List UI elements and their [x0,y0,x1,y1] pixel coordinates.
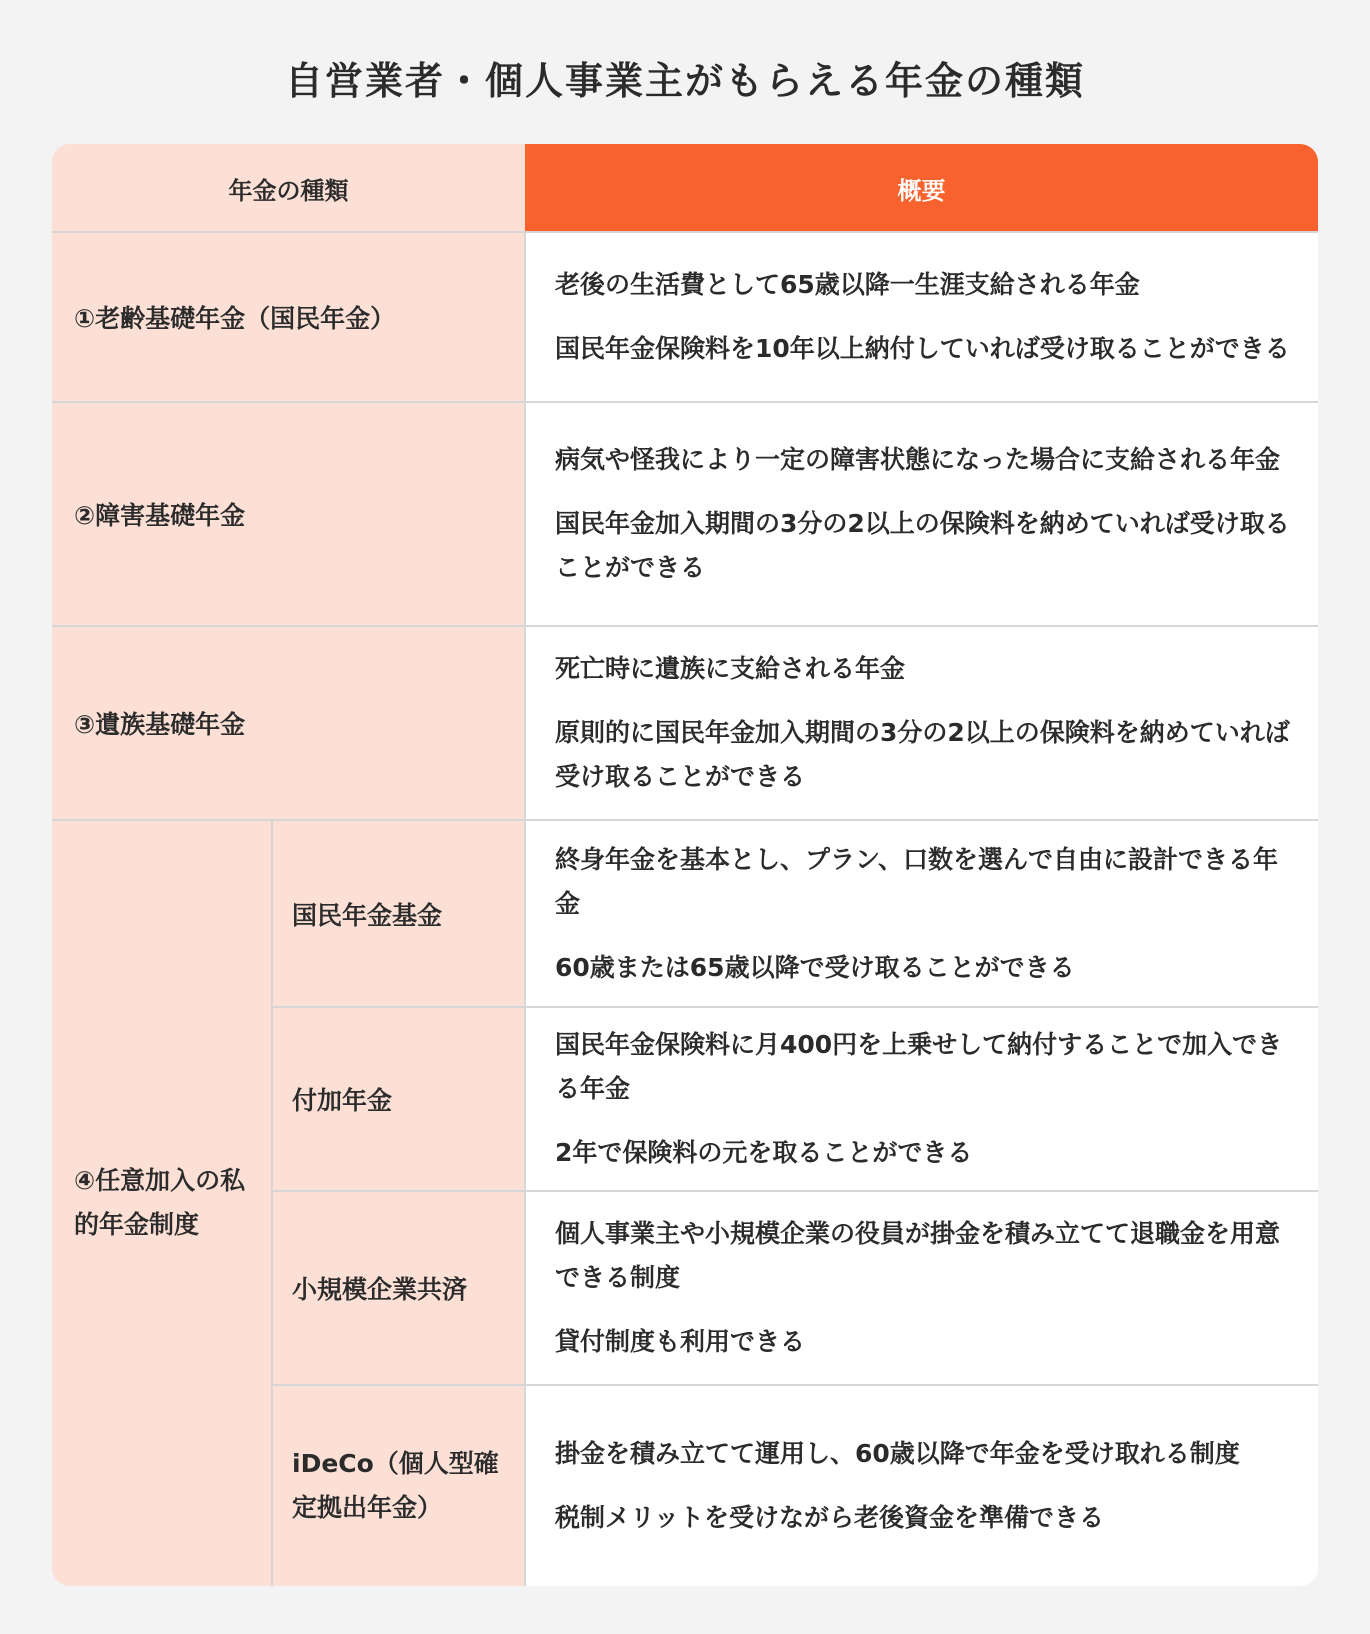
summary-line: 60歳または65歳以降で受け取ることができる [555,952,1075,982]
summary-line: 国民年金保険料に月400円を上乗せして納付することで加入できる年金 [555,1030,1283,1103]
divider [271,820,273,1586]
divider [52,819,1318,821]
summary-line: 税制メリットを受けながら老後資金を準備できる [555,1502,1105,1532]
summary-line: 死亡時に遺族に支給される年金 [555,654,906,683]
divider [52,625,1318,627]
row-type-small-business-mutual-aid: 小規模企業共済 [272,1191,525,1385]
row-type-ideco: iDeCo（個人型確定拠出年金） [272,1385,525,1586]
summary-line: 貸付制度も利用できる [555,1327,806,1356]
summary-line: 2年で保険料の元を取ることができる [555,1138,973,1167]
row-summary-additional-pension [525,1007,1318,1191]
row-type-disability: ②障害基礎年金 [52,402,525,626]
page-title: 自営業者・個人事業主がもらえる年金の種類 [284,59,1085,103]
header-type: 年金の種類 [52,144,525,232]
group-private-pension: ④任意加入の私的年金制度 [52,820,272,1586]
divider [272,1384,1318,1386]
summary-line: 個人事業主や小規模企業の役員が掛金を積み立てて退職金を用意できる制度 [555,1219,1281,1292]
row-summary-disability [525,402,1318,626]
header-summary: 概要 [525,144,1318,232]
summary-line: 原則的に国民年金加入期間の3分の2以上の保険料を納めていれば受け取ることができる [555,718,1290,791]
summary-line: 病気や怪我により一定の障害状態になった場合に支給される年金 [555,445,1281,474]
row-type-additional-pension: 付加年金 [272,1007,525,1191]
summary-line: 掛金を積み立てて運用し、60歳以降で年金を受け取れる制度 [555,1438,1240,1468]
pension-table [52,144,1318,1586]
row-type-old-age: ①老齢基礎年金（国民年金） [52,232,525,402]
row-summary-small-business-mutual-aid [525,1191,1318,1385]
summary-line: 終身年金を基本とし、プラン、口数を選んで自由に設計できる年金 [555,844,1279,918]
divider [52,231,1318,233]
row-summary-national-pension-fund [525,820,1318,1007]
divider [272,1190,1318,1192]
divider [524,232,526,1586]
divider [52,401,1318,403]
summary-line: 国民年金加入期間の3分の2以上の保険料を納めていれば受け取ることができる [555,509,1290,582]
row-type-survivor: ③遺族基礎年金 [52,626,525,820]
summary-line: 国民年金保険料を10年以上納付していれば受け取ることができる [555,334,1290,363]
row-summary-survivor [525,626,1318,820]
row-summary-ideco [525,1385,1318,1586]
row-type-national-pension-fund: 国民年金基金 [272,820,525,1007]
summary-line: 老後の生活費として65歳以降一生涯支給される年金 [555,270,1140,299]
row-summary-old-age [525,232,1318,402]
divider [272,1006,1318,1008]
